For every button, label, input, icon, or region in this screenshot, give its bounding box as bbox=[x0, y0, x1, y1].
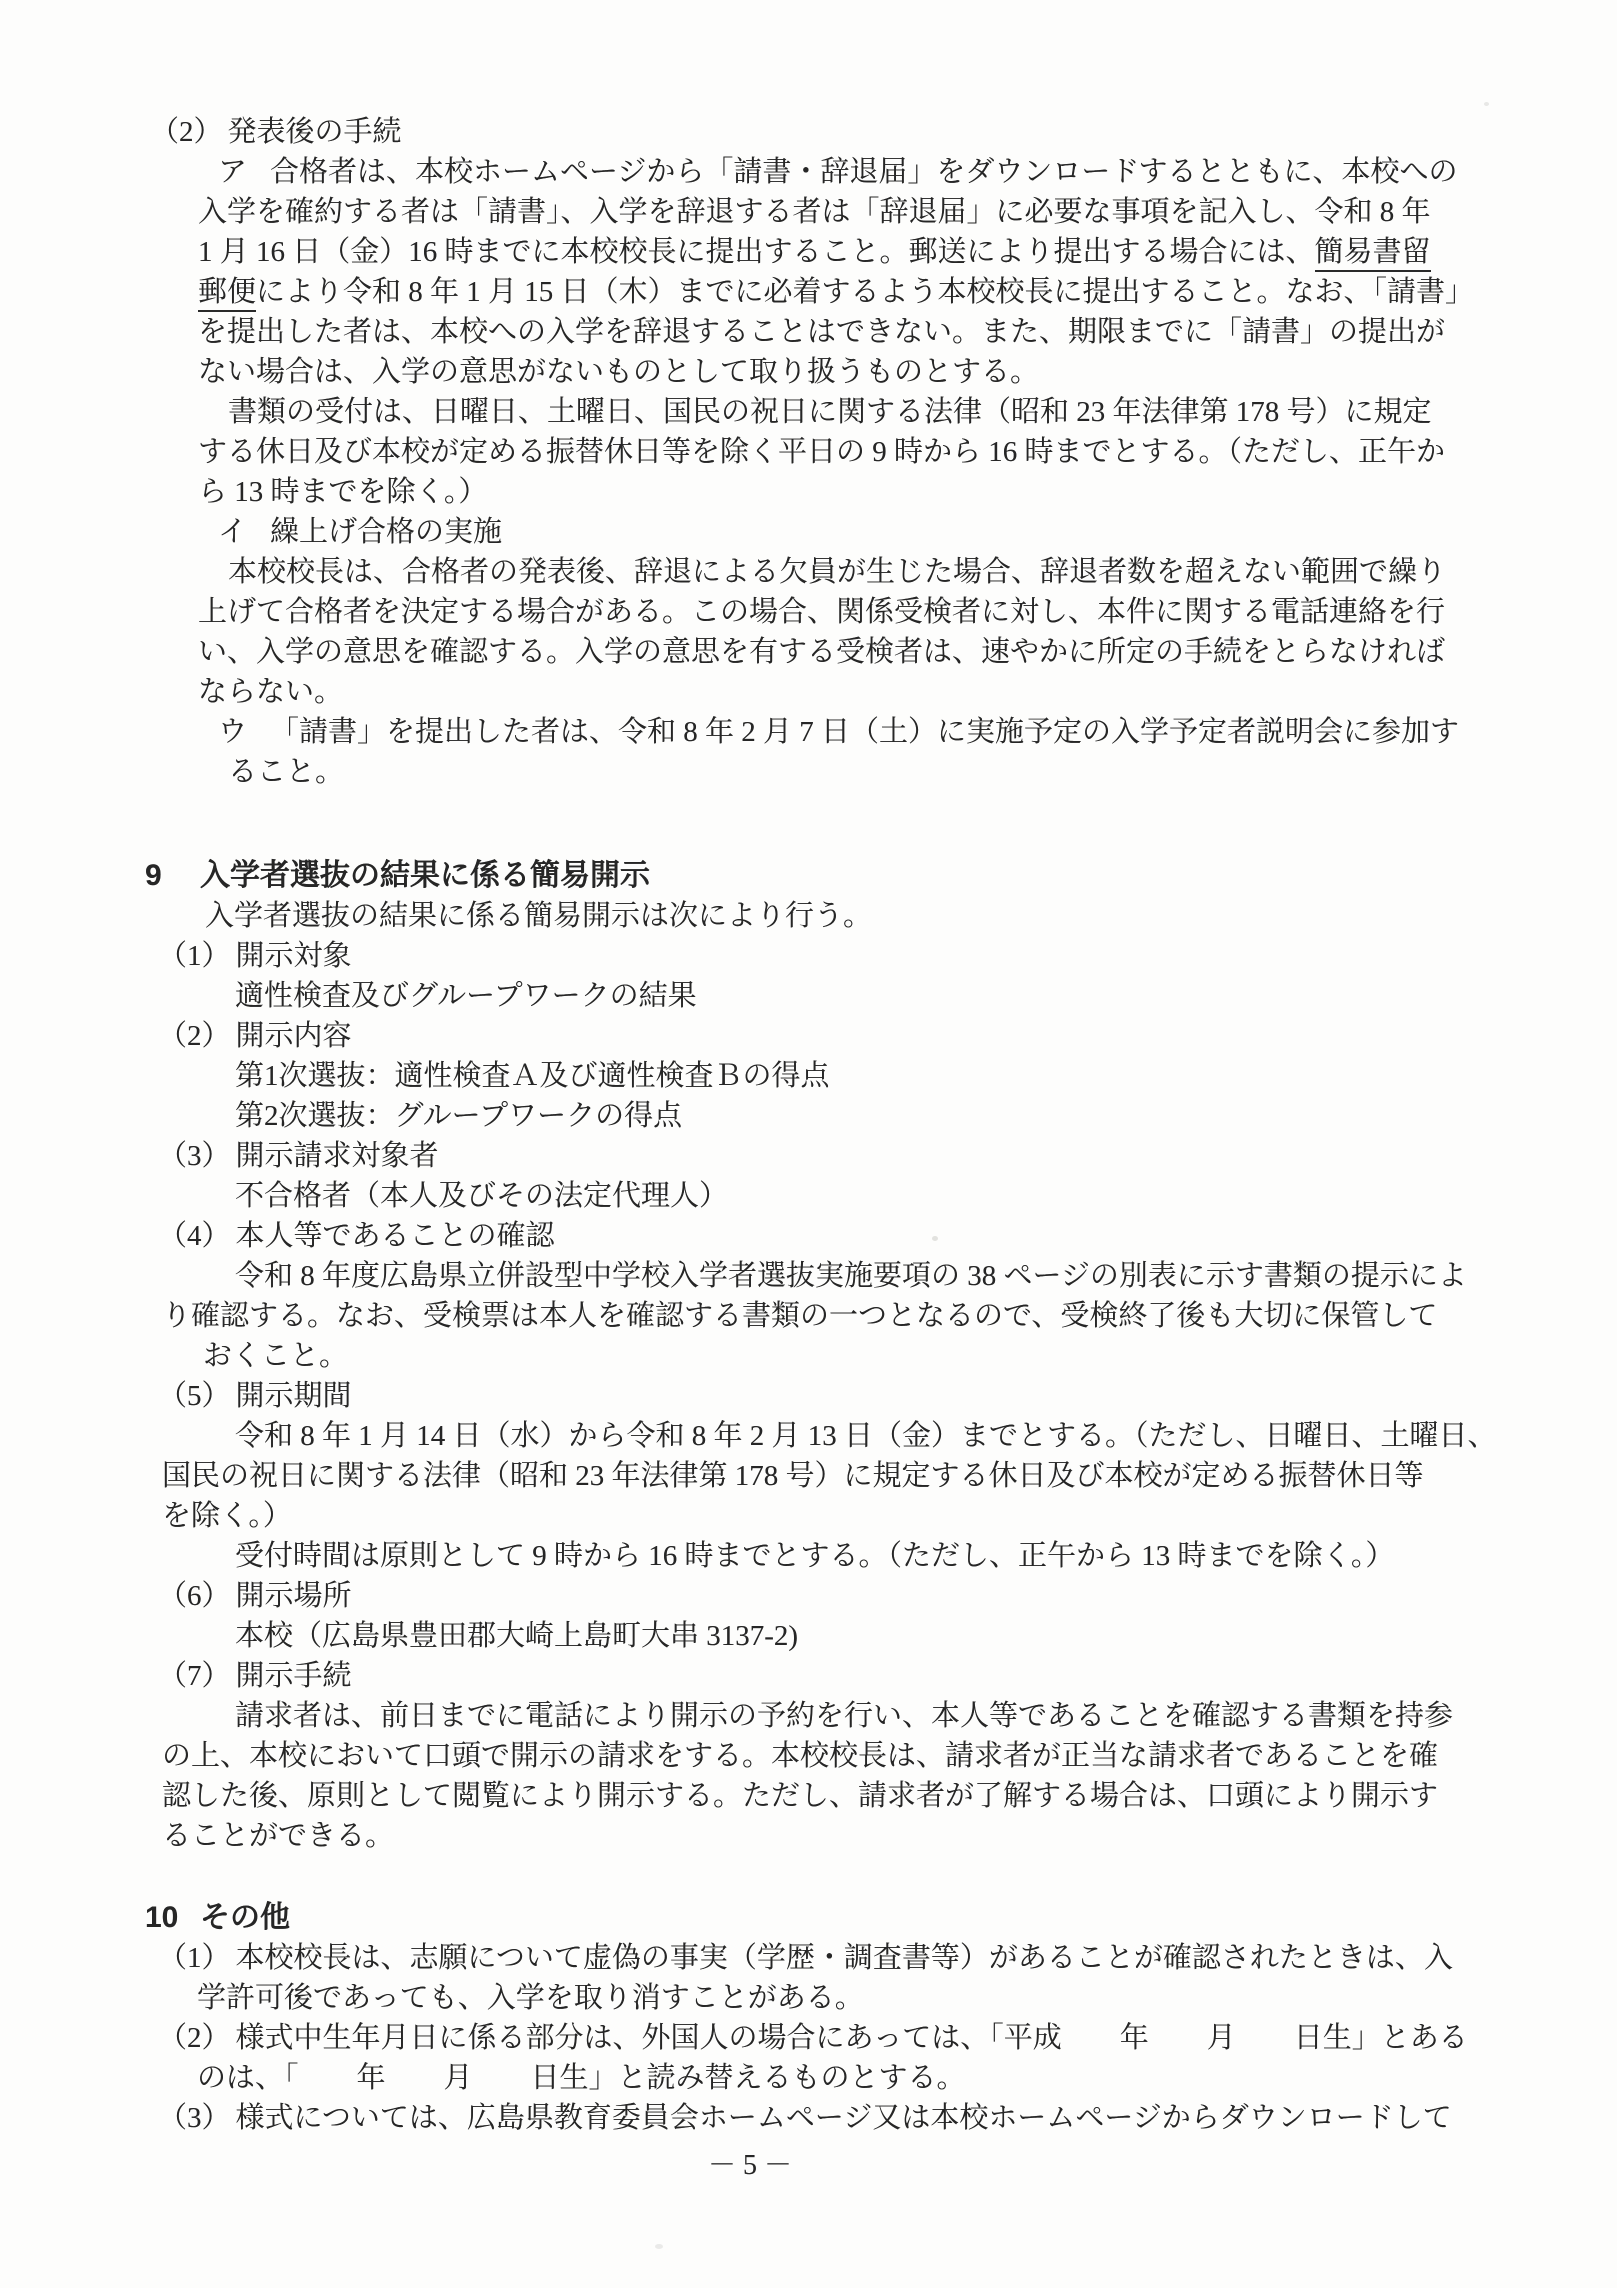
subitem-4-paragraph-1: 令和 8 年度広島県立併設型中学校入学者選抜実施要項の 38 ページの別表に示す書類の提示によ bbox=[235, 1260, 1467, 1292]
item-c-label: ウ bbox=[218, 716, 248, 748]
item-b-line-2: 本校校長は、合格者の発表後、辞退による欠員が生じた場合、辞退者数を超えない範囲で繰り bbox=[228, 556, 1447, 588]
subitem-2-title: 開示内容 bbox=[235, 1020, 352, 1052]
other-item-1-marker: （1） bbox=[158, 1942, 231, 1974]
section-10-number: 10 bbox=[145, 1901, 179, 1934]
subitem-4-heading bbox=[0, 1216, 1617, 1256]
subitem-1-heading bbox=[0, 936, 1617, 976]
subitem-3-title: 開示請求対象者 bbox=[235, 1140, 439, 1172]
subitem-4-title: 本人等であることの確認 bbox=[235, 1220, 555, 1252]
section-2-heading bbox=[0, 112, 1617, 152]
text-line: 様式中生年月日に係る部分は、外国人の場合にあっては、「平成 年 月 日生」とある bbox=[235, 2022, 1468, 2054]
item-a-line-7: 書類の受付は、日曜日、土曜日、国民の祝日に関する法律（昭和 23 年法律第 178 号）に規定 bbox=[228, 396, 1432, 428]
section-9-heading bbox=[0, 856, 1617, 896]
underlined-text: 簡易書留 bbox=[1315, 236, 1431, 272]
item-a-line-6: ない場合は、入学の意思がないものとして取り扱うものとする。 bbox=[198, 356, 1040, 388]
subitem-6-marker: （6） bbox=[158, 1580, 231, 1612]
other-item-3-line-1 bbox=[0, 2098, 1617, 2138]
text-line: 「請書」を提出した者は、令和 8 年 2 月 7 日（土）に実施予定の入学予定者説明会に参加す bbox=[270, 716, 1460, 748]
item-a-line-8: する休日及び本校が定める振替休日等を除く平日の 9 時から 16 時までとする。（ただし、正午か bbox=[198, 436, 1446, 468]
subitem-7-title: 開示手続 bbox=[235, 1660, 352, 1692]
underlined-text: 郵便 bbox=[198, 276, 256, 312]
subitem-7-marker: （7） bbox=[158, 1660, 231, 1692]
item-a-line-5: を提出した者は、本校への入学を辞退することはできない。また、期限までに「請書」の提出が bbox=[198, 316, 1446, 348]
subitem-2-marker: （2） bbox=[158, 1020, 231, 1052]
subitem-2-heading bbox=[0, 1016, 1617, 1056]
subitem-5-heading bbox=[0, 1376, 1617, 1416]
item-b-line-5: ならない。 bbox=[198, 676, 344, 708]
subitem-5-paragraph-1: 令和 8 年 1 月 14 日（水）から令和 8 年 2 月 13 日（金）までとする。（ただし、日曜日、土曜日、 bbox=[235, 1420, 1497, 1452]
subitem-4-paragraph-3: おくこと。 bbox=[203, 1340, 349, 1372]
text-line: 合格者は、本校ホームページから「請書・辞退届」をダウンロードするとともに、本校への bbox=[270, 156, 1458, 188]
subitem-1-content: 適性検査及びグループワークの結果 bbox=[235, 980, 697, 1012]
section-9-intro: 入学者選抜の結果に係る簡易開示は次により行う。 bbox=[205, 900, 873, 932]
item-a-line-3 bbox=[0, 232, 1617, 272]
text-line: 様式については、広島県教育委員会ホームページ又は本校ホームページからダウンロードして bbox=[235, 2102, 1452, 2134]
other-item-2-marker: （2） bbox=[158, 2022, 231, 2054]
item-b-line-1 bbox=[0, 512, 1617, 552]
subitem-5-paragraph-3: を除く。） bbox=[162, 1500, 292, 1532]
item-a-line-9: ら 13 時までを除く。） bbox=[198, 476, 488, 508]
subitem-6-title: 開示場所 bbox=[235, 1580, 352, 1612]
subitem-4-paragraph-2: り確認する。なお、受検票は本人を確認する書類の一つとなるので、受検終了後も大切に保管して bbox=[162, 1300, 1438, 1332]
subitem-6-content: 本校（広島県豊田郡大崎上島町大串 3137-2) bbox=[235, 1620, 799, 1652]
item-a-line-4 bbox=[0, 272, 1617, 312]
page-number: － 5 － bbox=[707, 2150, 792, 2181]
other-item-1-line-2: 学許可後であっても、入学を取り消すことがある。 bbox=[197, 1982, 864, 2014]
scan-speck bbox=[932, 1236, 938, 1241]
item-a-line-2: 入学を確約する者は「請書」、入学を辞退する者は「辞退届」に必要な事項を記入し、令和 8 年 bbox=[198, 196, 1431, 228]
subitem-7-paragraph-3: 認した後、原則として閲覧により開示する。ただし、請求者が了解する場合は、口頭により開示す bbox=[162, 1780, 1439, 1812]
text-line: 1 月 16 日（金）16 時までに本校校長に提出すること。郵送により提出する場合には、 bbox=[198, 236, 1315, 268]
subitem-3-marker: （3） bbox=[158, 1140, 231, 1172]
subitem-4-marker: （4） bbox=[158, 1220, 231, 1252]
scan-speck bbox=[1484, 102, 1489, 106]
section-10 bbox=[0, 1898, 1617, 2138]
section-10-heading bbox=[0, 1898, 1617, 1938]
other-item-2-line-2: のは、「 年 月 日生」と読み替えるものとする。 bbox=[197, 2062, 966, 2094]
subitem-3-content: 不合格者（本人及びその法定代理人） bbox=[235, 1180, 729, 1212]
subitem-5-paragraph-4: 受付時間は原則として 9 時から 16 時までとする。（ただし、正午から 13 時までを除く。） bbox=[235, 1540, 1395, 1572]
other-item-3-marker: （3） bbox=[158, 2102, 231, 2134]
subitem-5-paragraph-2: 国民の祝日に関する法律（昭和 23 年法律第 178 号）に規定する休日及び本校が定める振替休日等 bbox=[162, 1460, 1424, 1492]
subitem-7-paragraph-4: ることができる。 bbox=[162, 1820, 395, 1852]
item-b-label: イ bbox=[218, 516, 248, 548]
scan-speck bbox=[655, 2244, 663, 2249]
section-9-number: 9 bbox=[145, 859, 162, 892]
subitem-7-paragraph-2: の上、本校において口頭で開示の請求をする。本校校長は、請求者が正当な請求者であることを確 bbox=[162, 1740, 1439, 1772]
text-line: 本校校長は、志願について虚偽の事実（学歴・調査書等）があることが確認されたときは、入 bbox=[235, 1942, 1453, 1974]
subitem-5-title: 開示期間 bbox=[235, 1380, 352, 1412]
subitem-1-title: 開示対象 bbox=[235, 940, 352, 972]
section-10-title: その他 bbox=[200, 1901, 290, 1934]
item-a-label: ア bbox=[218, 156, 248, 188]
section-9 bbox=[0, 856, 1617, 1856]
subitem-2-content-1: 第1次選抜：適性検査Ａ及び適性検査Ｂの得点 bbox=[235, 1060, 830, 1092]
subitem-7-heading bbox=[0, 1656, 1617, 1696]
subitem-6-heading bbox=[0, 1576, 1617, 1616]
item-b-line-4: い、入学の意思を確認する。入学の意思を有する受検者は、速やかに所定の手続をとらなければ bbox=[198, 636, 1446, 668]
section-9-title: 入学者選抜の結果に係る簡易開示 bbox=[200, 859, 650, 892]
other-item-1-line-1 bbox=[0, 1938, 1617, 1978]
text-line: 繰上げ合格の実施 bbox=[270, 516, 503, 548]
subitem-1-marker: （1） bbox=[158, 940, 231, 972]
subitem-2-content-2: 第2次選抜：グループワークの得点 bbox=[235, 1100, 683, 1132]
item-b-line-3: 上げて合格者を決定する場合がある。この場合、関係受検者に対し、本件に関する電話連絡を行 bbox=[198, 596, 1446, 628]
section-2-title: 発表後の手続 bbox=[227, 116, 402, 148]
subitem-5-marker: （5） bbox=[158, 1380, 231, 1412]
subitem-3-heading bbox=[0, 1136, 1617, 1176]
item-c-line-2: ること。 bbox=[228, 756, 345, 788]
text-line: により令和 8 年 1 月 15 日（木）までに必着するよう本校校長に提出すること。なお、「請書」 bbox=[256, 276, 1475, 308]
subitem-7-paragraph-1: 請求者は、前日までに電話により開示の予約を行い、本人等であることを確認する書類を持参 bbox=[235, 1700, 1454, 1732]
section-2-marker: （2） bbox=[150, 116, 223, 148]
other-item-2-line-1 bbox=[0, 2018, 1617, 2058]
item-a-line-1 bbox=[0, 152, 1617, 192]
item-c-line-1 bbox=[0, 712, 1617, 752]
